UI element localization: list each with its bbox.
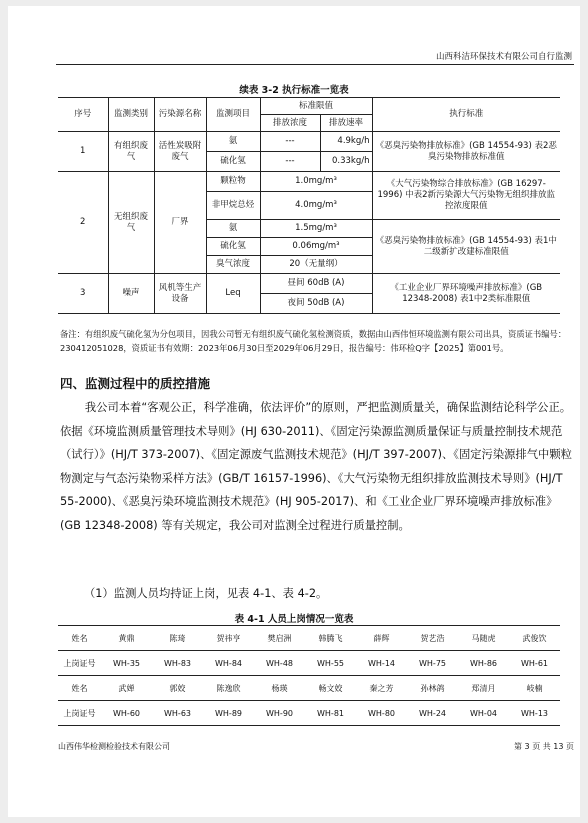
person-name: 马随虎 [458, 626, 509, 651]
row2-std-b: 《恶臭污染物排放标准》(GB 14554-93) 表1中二级新扩改建标准限值 [372, 220, 560, 274]
cert-number: WH-80 [356, 701, 407, 726]
table2-caption: 表 4-1 人员上岗情况一览表 [234, 614, 354, 625]
footer-company: 山西伟华检测检验技术有限公司 [58, 742, 170, 751]
cert-number: WH-24 [407, 701, 458, 726]
person-name: 陈琦 [152, 626, 203, 651]
certs-row-1 [58, 651, 560, 676]
row2-value-d: 0.06mg/m³ [260, 238, 372, 256]
row1-item-a: 氨 [206, 132, 260, 152]
th-category: 监测类别 [108, 98, 154, 132]
row3-night: 夜间 50dB (A) [260, 294, 372, 314]
person-name: 韩腾飞 [305, 626, 356, 651]
th-limit: 标准限值 [260, 98, 372, 115]
cert-number: WH-61 [509, 651, 560, 676]
row2-value-b: 4.0mg/m³ [260, 192, 372, 220]
row2-category: 无组织废气 [108, 172, 154, 274]
cert-number: WH-83 [152, 651, 203, 676]
person-name: 黄鼎 [101, 626, 152, 651]
person-name: 郭姣 [152, 676, 203, 701]
person-name: 贺祎亨 [203, 626, 254, 651]
certs-row-2 [58, 701, 560, 726]
row3-std: 《工业企业厂界环境噪声排放标准》(GB 12348-2008) 表1中2类标准限值 [372, 274, 560, 314]
row2-item-c: 氨 [206, 220, 260, 238]
cert-number: WH-86 [458, 651, 509, 676]
cert-number: WH-63 [152, 701, 203, 726]
row2-value-c: 1.5mg/m³ [260, 220, 372, 238]
person-name: 秦之芳 [356, 676, 407, 701]
row1-conc-a: --- [260, 132, 320, 152]
th-no: 序号 [58, 98, 108, 132]
cert-number: WH-81 [305, 701, 356, 726]
names-row-2 [58, 676, 560, 701]
cert-number: WH-89 [203, 701, 254, 726]
cert-number: WH-14 [356, 651, 407, 676]
row3-category: 噪声 [108, 274, 154, 314]
standards-table [58, 97, 560, 314]
qc-paragraph [60, 396, 574, 538]
person-name: 郑清月 [458, 676, 509, 701]
table1-caption: 续表 3-2 执行标准一览表 [239, 85, 349, 96]
person-name: 杨瑛 [254, 676, 305, 701]
row1-item-b: 硫化氢 [206, 152, 260, 172]
row2-item-a: 颗粒物 [206, 172, 260, 192]
row1-rate-b: 0.33kg/h [320, 152, 372, 172]
name-label: 姓名 [58, 676, 101, 701]
names-row-1 [58, 626, 560, 651]
header-rule [56, 64, 574, 65]
row2-std-a: 《大气污染物综合排放标准》(GB 16297-1996) 中表2新污染源大气污染物无组织排放监控浓度限值 [372, 172, 560, 220]
row2-item-b: 非甲烷总烃 [206, 192, 260, 220]
person-name: 薛辉 [356, 626, 407, 651]
row2-no: 2 [58, 172, 108, 274]
cert-number: WH-55 [305, 651, 356, 676]
name-label: 姓名 [58, 626, 101, 651]
row3-item: Leq [206, 274, 260, 314]
qc-paragraph-text: 我公司本着“客观公正，科学准确，依法评价”的原则，严把监测质量关，确保监测结论科学公正。依据《环境监测质量管理技术导则》(HJ 630-2011)、《固定污染源监测质量保证与质量控制技术规范（试行）》(HJ/T 373-2007)、《固定源废气监测技术规范》(HJ/T 397-2007)、《固定污染源排气中颗粒物测定与气态污染物采样方法》(GB/T 16157-1996)、《大气污染物无组织排放监测技术导则》(HJ/T 55-2000)、《恶臭污染环境监测技术规范》(HJ 905-2017)、和《工业企业厂界环境噪声排放标准》(GB 12348-2008) 等有关规定，我公司对监测全过程进行质量控制。 [60, 401, 572, 532]
cert-number: WH-75 [407, 651, 458, 676]
th-source: 污染源名称 [154, 98, 206, 132]
personnel-table [58, 625, 560, 726]
item-1: （1）监测人员均持证上岗，见表 4-1、表 4-2。 [84, 587, 328, 600]
cert-number: WH-60 [101, 701, 152, 726]
row2-value-a: 1.0mg/m³ [260, 172, 372, 192]
cert-label: 上岗证号 [58, 701, 101, 726]
row1-rate-a: 4.9kg/h [320, 132, 372, 152]
cert-number: WH-13 [509, 701, 560, 726]
person-name: 孙林鸽 [407, 676, 458, 701]
th-rate: 排放速率 [320, 115, 372, 132]
person-name: 岐楠 [509, 676, 560, 701]
cert-label: 上岗证号 [58, 651, 101, 676]
cert-number: WH-84 [203, 651, 254, 676]
footer-page-number: 第 3 页 共 13 页 [514, 742, 574, 751]
th-item: 监测项目 [206, 98, 260, 132]
person-name: 武婵 [101, 676, 152, 701]
row3-source: 风机等生产设备 [154, 274, 206, 314]
th-conc: 排放浓度 [260, 115, 320, 132]
cert-number: WH-48 [254, 651, 305, 676]
row1-conc-b: --- [260, 152, 320, 172]
cert-number: WH-90 [254, 701, 305, 726]
row1-no: 1 [58, 132, 108, 172]
row2-item-d: 硫化氢 [206, 238, 260, 256]
row2-source: 厂界 [154, 172, 206, 274]
row2-value-e: 20（无量纲） [260, 256, 372, 274]
person-name: 贺艺浩 [407, 626, 458, 651]
row2-item-e: 臭气浓度 [206, 256, 260, 274]
person-name: 武俊饮 [509, 626, 560, 651]
table-note: 备注：有组织废气硫化氢为分包项目，因我公司暂无有组织废气硫化氢检测资质，数据由山西伟恒环境监测有限公司出具，资质证书编号：230412051028，资质证书有效期：2023年06月30日至2029年06月29日，报告编号：伟环检Q字【2025】第001号。 [60, 329, 567, 353]
row1-category: 有组织废气 [108, 132, 154, 172]
row1-std: 《恶臭污染物排放标准》(GB 14554-93) 表2恶臭污染物排放标准值 [372, 132, 560, 172]
th-std: 执行标准 [372, 98, 560, 132]
section-title: 四、监测过程中的质控措施 [60, 376, 211, 391]
row1-source: 活性炭吸附废气 [154, 132, 206, 172]
cert-number: WH-04 [458, 701, 509, 726]
row3-day: 昼间 60dB (A) [260, 274, 372, 294]
person-name: 陈逸欣 [203, 676, 254, 701]
person-name: 樊启洲 [254, 626, 305, 651]
row3-no: 3 [58, 274, 108, 314]
page-header: 山西科洁环保技术有限公司自行监测 [435, 52, 572, 62]
cert-number: WH-35 [101, 651, 152, 676]
person-name: 畅文姣 [305, 676, 356, 701]
